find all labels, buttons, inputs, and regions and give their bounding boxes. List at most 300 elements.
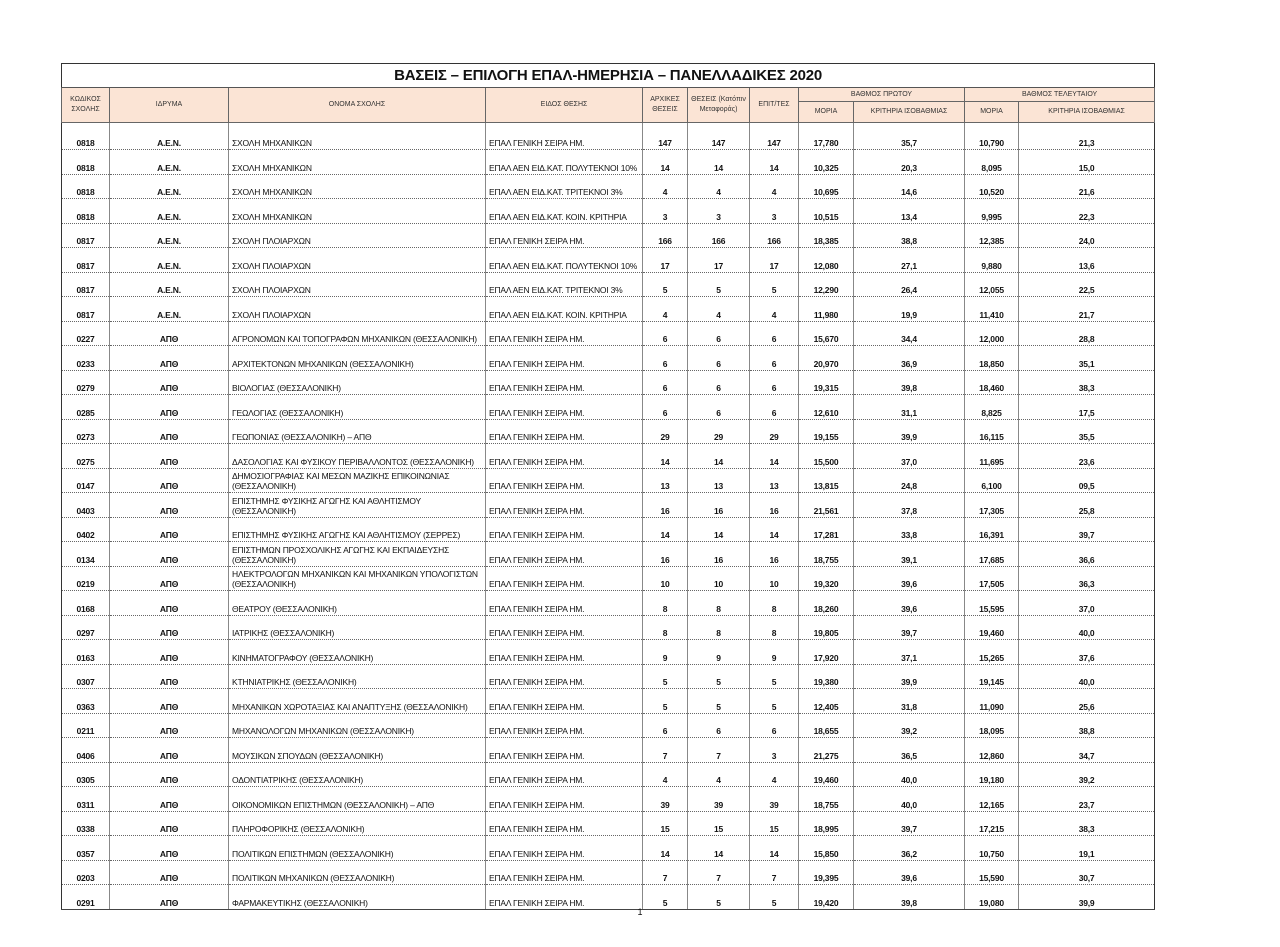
cell-initial-positions: 3	[643, 199, 688, 224]
cell-position-type: ΕΠΑΛ ΓΕΝΙΚΗ ΣΕΙΡΑ ΗΜ.	[486, 566, 643, 591]
cell-code: 0402	[62, 517, 110, 542]
cell-admitted: 14	[750, 150, 799, 175]
cell-code: 0818	[62, 123, 110, 150]
cell-admitted: 5	[750, 664, 799, 689]
cell-first-points: 13,815	[799, 468, 854, 493]
cell-school-name: ΓΕΩΠΟΝΙΑΣ (ΘΕΣΣΑΛΟΝΙΚΗ) – ΑΠΘ	[229, 419, 486, 444]
cell-last-tiebreak: 21,7	[1019, 297, 1155, 322]
cell-positions-after-transfer: 5	[688, 885, 750, 910]
cell-positions-after-transfer: 4	[688, 762, 750, 787]
header-last-points: ΜΟΡΙΑ	[965, 102, 1019, 123]
cell-admitted: 9	[750, 640, 799, 665]
cell-initial-positions: 16	[643, 493, 688, 518]
cell-code: 0297	[62, 615, 110, 640]
cell-last-points: 11,090	[965, 689, 1019, 714]
cell-initial-positions: 4	[643, 297, 688, 322]
cell-positions-after-transfer: 14	[688, 150, 750, 175]
cell-last-points: 17,505	[965, 566, 1019, 591]
cell-school-name: ΗΛΕΚΤΡΟΛΟΓΩΝ ΜΗΧΑΝΙΚΩΝ ΚΑΙ ΜΗΧΑΝΙΚΩΝ ΥΠΟΛΟΓΙΣΤΩΝ (ΘΕΣΣΑΛΟΝΙΚΗ)	[229, 566, 486, 591]
table-row	[62, 591, 1155, 616]
cell-positions-after-transfer: 14	[688, 444, 750, 469]
cell-school-name: ΚΙΝΗΜΑΤΟΓΡΑΦΟΥ (ΘΕΣΣΑΛΟΝΙΚΗ)	[229, 640, 486, 665]
cell-institution: ΑΠΘ	[110, 787, 229, 812]
cell-school-name: ΣΧΟΛΗ ΠΛΟΙΑΡΧΩΝ	[229, 223, 486, 248]
cell-first-points: 19,805	[799, 615, 854, 640]
cell-first-tiebreak: 39,8	[854, 370, 965, 395]
cell-institution: ΑΠΘ	[110, 493, 229, 518]
cell-code: 0338	[62, 811, 110, 836]
cell-positions-after-transfer: 5	[688, 272, 750, 297]
cell-position-type: ΕΠΑΛ ΑΕΝ ΕΙΔ.ΚΑΤ. ΤΡΙΤΕΚΝΟΙ 3%	[486, 272, 643, 297]
table-row	[62, 199, 1155, 224]
cell-first-tiebreak: 39,6	[854, 591, 965, 616]
document-page	[61, 63, 1154, 910]
cell-institution: ΑΠΘ	[110, 762, 229, 787]
cell-position-type: ΕΠΑΛ ΓΕΝΙΚΗ ΣΕΙΡΑ ΗΜ.	[486, 321, 643, 346]
cell-positions-after-transfer: 9	[688, 640, 750, 665]
cell-code: 0818	[62, 199, 110, 224]
cell-school-name: ΣΧΟΛΗ ΠΛΟΙΑΡΧΩΝ	[229, 272, 486, 297]
cell-school-name: ΜΗΧΑΝΟΛΟΓΩΝ ΜΗΧΑΝΙΚΩΝ (ΘΕΣΣΑΛΟΝΙΚΗ)	[229, 713, 486, 738]
cell-admitted: 17	[750, 248, 799, 273]
cell-last-tiebreak: 38,8	[1019, 713, 1155, 738]
cell-first-tiebreak: 39,8	[854, 885, 965, 910]
cell-school-name: ΔΗΜΟΣΙΟΓΡΑΦΙΑΣ ΚΑΙ ΜΕΣΩΝ ΜΑΖΙΚΗΣ ΕΠΙΚΟΙΝΩΝΙΑΣ (ΘΕΣΣΑΛΟΝΙΚΗ)	[229, 468, 486, 493]
cell-initial-positions: 166	[643, 223, 688, 248]
cell-positions-after-transfer: 4	[688, 297, 750, 322]
cell-first-points: 19,420	[799, 885, 854, 910]
cell-institution: ΑΠΘ	[110, 321, 229, 346]
table-row	[62, 444, 1155, 469]
cell-first-points: 19,155	[799, 419, 854, 444]
header-last-group: ΒΑΘΜΟΣ ΤΕΛΕΥΤΑΙΟΥ	[965, 88, 1155, 102]
cell-last-tiebreak: 38,3	[1019, 811, 1155, 836]
cell-positions-after-transfer: 147	[688, 123, 750, 150]
cell-last-points: 12,165	[965, 787, 1019, 812]
cell-position-type: ΕΠΑΛ ΓΕΝΙΚΗ ΣΕΙΡΑ ΗΜ.	[486, 493, 643, 518]
cell-code: 0134	[62, 542, 110, 567]
cell-first-tiebreak: 14,6	[854, 174, 965, 199]
cell-position-type: ΕΠΑΛ ΓΕΝΙΚΗ ΣΕΙΡΑ ΗΜ.	[486, 664, 643, 689]
cell-positions-after-transfer: 17	[688, 248, 750, 273]
cell-first-tiebreak: 36,5	[854, 738, 965, 763]
cell-institution: ΑΠΘ	[110, 566, 229, 591]
header-institution: ΙΔΡΥΜΑ	[110, 88, 229, 123]
cell-last-points: 19,080	[965, 885, 1019, 910]
header-positions-after-transfer: ΘΕΣΕΙΣ (Κατόπιν Μεταφοράς)	[688, 88, 750, 123]
cell-positions-after-transfer: 6	[688, 321, 750, 346]
cell-code: 0233	[62, 346, 110, 371]
cell-initial-positions: 6	[643, 395, 688, 420]
cell-school-name: ΑΓΡΟΝΟΜΩΝ ΚΑΙ ΤΟΠΟΓΡΑΦΩΝ ΜΗΧΑΝΙΚΩΝ (ΘΕΣΣΑΛΟΝΙΚΗ)	[229, 321, 486, 346]
cell-last-tiebreak: 13,6	[1019, 248, 1155, 273]
cell-last-points: 16,391	[965, 517, 1019, 542]
cell-position-type: ΕΠΑΛ ΓΕΝΙΚΗ ΣΕΙΡΑ ΗΜ.	[486, 689, 643, 714]
table-row	[62, 860, 1155, 885]
cell-school-name: ΠΟΛΙΤΙΚΩΝ ΕΠΙΣΤΗΜΩΝ (ΘΕΣΣΑΛΟΝΙΚΗ)	[229, 836, 486, 861]
cell-first-points: 15,850	[799, 836, 854, 861]
cell-code: 0211	[62, 713, 110, 738]
admissions-table	[61, 63, 1155, 910]
table-row	[62, 150, 1155, 175]
cell-code: 0403	[62, 493, 110, 518]
cell-admitted: 16	[750, 542, 799, 567]
cell-last-points: 19,145	[965, 664, 1019, 689]
table-row	[62, 248, 1155, 273]
cell-institution: Α.Ε.Ν.	[110, 223, 229, 248]
cell-initial-positions: 5	[643, 885, 688, 910]
cell-first-points: 20,970	[799, 346, 854, 371]
cell-first-points: 15,500	[799, 444, 854, 469]
cell-code: 0275	[62, 444, 110, 469]
cell-code: 0163	[62, 640, 110, 665]
cell-admitted: 5	[750, 885, 799, 910]
cell-last-points: 12,860	[965, 738, 1019, 763]
cell-last-points: 9,995	[965, 199, 1019, 224]
cell-school-name: ΟΙΚΟΝΟΜΙΚΩΝ ΕΠΙΣΤΗΜΩΝ (ΘΕΣΣΑΛΟΝΙΚΗ) – ΑΠΘ	[229, 787, 486, 812]
cell-initial-positions: 5	[643, 272, 688, 297]
header-admitted: ΕΠΙΤ/ΤΕΣ	[750, 88, 799, 123]
cell-last-points: 12,055	[965, 272, 1019, 297]
cell-initial-positions: 16	[643, 542, 688, 567]
cell-institution: ΑΠΘ	[110, 713, 229, 738]
cell-positions-after-transfer: 16	[688, 493, 750, 518]
cell-admitted: 4	[750, 174, 799, 199]
cell-positions-after-transfer: 6	[688, 346, 750, 371]
table-row	[62, 419, 1155, 444]
cell-last-points: 19,180	[965, 762, 1019, 787]
cell-code: 0203	[62, 860, 110, 885]
cell-last-points: 18,460	[965, 370, 1019, 395]
cell-initial-positions: 5	[643, 664, 688, 689]
cell-first-tiebreak: 36,2	[854, 836, 965, 861]
cell-first-tiebreak: 33,8	[854, 517, 965, 542]
cell-first-tiebreak: 35,7	[854, 123, 965, 150]
cell-code: 0363	[62, 689, 110, 714]
cell-position-type: ΕΠΑΛ ΑΕΝ ΕΙΔ.ΚΑΤ. ΤΡΙΤΕΚΝΟΙ 3%	[486, 174, 643, 199]
cell-code: 0147	[62, 468, 110, 493]
table-row	[62, 223, 1155, 248]
table-row	[62, 640, 1155, 665]
table-row	[62, 713, 1155, 738]
cell-last-points: 9,880	[965, 248, 1019, 273]
cell-positions-after-transfer: 29	[688, 419, 750, 444]
table-row	[62, 836, 1155, 861]
cell-positions-after-transfer: 166	[688, 223, 750, 248]
cell-last-points: 10,520	[965, 174, 1019, 199]
cell-school-name: ΦΑΡΜΑΚΕΥΤΙΚΗΣ (ΘΕΣΣΑΛΟΝΙΚΗ)	[229, 885, 486, 910]
cell-last-tiebreak: 40,0	[1019, 664, 1155, 689]
table-row	[62, 346, 1155, 371]
cell-last-points: 8,095	[965, 150, 1019, 175]
cell-last-tiebreak: 35,1	[1019, 346, 1155, 371]
cell-code: 0291	[62, 885, 110, 910]
cell-school-name: ΣΧΟΛΗ ΜΗΧΑΝΙΚΩΝ	[229, 150, 486, 175]
cell-school-name: ΜΗΧΑΝΙΚΩΝ ΧΩΡΟΤΑΞΙΑΣ ΚΑΙ ΑΝΑΠΤΥΞΗΣ (ΘΕΣΣΑΛΟΝΙΚΗ)	[229, 689, 486, 714]
cell-position-type: ΕΠΑΛ ΓΕΝΙΚΗ ΣΕΙΡΑ ΗΜ.	[486, 542, 643, 567]
cell-admitted: 6	[750, 321, 799, 346]
cell-admitted: 3	[750, 199, 799, 224]
cell-first-tiebreak: 31,1	[854, 395, 965, 420]
cell-code: 0311	[62, 787, 110, 812]
cell-position-type: ΕΠΑΛ ΓΕΝΙΚΗ ΣΕΙΡΑ ΗΜ.	[486, 444, 643, 469]
cell-institution: Α.Ε.Ν.	[110, 297, 229, 322]
header-first-points: ΜΟΡΙΑ	[799, 102, 854, 123]
cell-first-points: 12,610	[799, 395, 854, 420]
cell-institution: ΑΠΘ	[110, 738, 229, 763]
cell-admitted: 166	[750, 223, 799, 248]
cell-position-type: ΕΠΑΛ ΓΕΝΙΚΗ ΣΕΙΡΑ ΗΜ.	[486, 787, 643, 812]
cell-institution: Α.Ε.Ν.	[110, 150, 229, 175]
cell-school-name: ΜΟΥΣΙΚΩΝ ΣΠΟΥΔΩΝ (ΘΕΣΣΑΛΟΝΙΚΗ)	[229, 738, 486, 763]
cell-last-points: 18,095	[965, 713, 1019, 738]
cell-positions-after-transfer: 39	[688, 787, 750, 812]
cell-admitted: 6	[750, 346, 799, 371]
cell-admitted: 7	[750, 860, 799, 885]
cell-admitted: 8	[750, 591, 799, 616]
cell-admitted: 16	[750, 493, 799, 518]
cell-code: 0818	[62, 150, 110, 175]
table-row	[62, 762, 1155, 787]
cell-first-tiebreak: 26,4	[854, 272, 965, 297]
cell-position-type: ΕΠΑΛ ΑΕΝ ΕΙΔ.ΚΑΤ. ΚΟΙΝ. ΚΡΙΤΗΡΙΑ	[486, 199, 643, 224]
cell-last-tiebreak: 40,0	[1019, 615, 1155, 640]
cell-admitted: 29	[750, 419, 799, 444]
table-row	[62, 615, 1155, 640]
cell-last-tiebreak: 09,5	[1019, 468, 1155, 493]
page-number: 1	[637, 907, 643, 917]
cell-position-type: ΕΠΑΛ ΓΕΝΙΚΗ ΣΕΙΡΑ ΗΜ.	[486, 615, 643, 640]
cell-last-tiebreak: 37,6	[1019, 640, 1155, 665]
header-first-tiebreak: ΚΡΙΤΗΡΙΑ ΙΣΟΒΑΘΜΙΑΣ	[854, 102, 965, 123]
cell-first-points: 21,275	[799, 738, 854, 763]
header-initial-positions: ΑΡΧΙΚΕΣ ΘΕΣΕΙΣ	[643, 88, 688, 123]
cell-initial-positions: 9	[643, 640, 688, 665]
cell-first-points: 18,260	[799, 591, 854, 616]
cell-last-tiebreak: 36,6	[1019, 542, 1155, 567]
cell-positions-after-transfer: 7	[688, 860, 750, 885]
header-school-name: ΟΝΟΜΑ ΣΧΟΛΗΣ	[229, 88, 486, 123]
cell-positions-after-transfer: 14	[688, 836, 750, 861]
cell-positions-after-transfer: 8	[688, 615, 750, 640]
cell-positions-after-transfer: 7	[688, 738, 750, 763]
cell-initial-positions: 14	[643, 444, 688, 469]
cell-first-tiebreak: 39,7	[854, 615, 965, 640]
table-row	[62, 395, 1155, 420]
cell-initial-positions: 147	[643, 123, 688, 150]
cell-code: 0279	[62, 370, 110, 395]
document-title: ΒΑΣΕΙΣ – ΕΠΙΛΟΓΗ ΕΠΑΛ-ΗΜΕΡΗΣΙΑ – ΠΑΝΕΛΛΑΔΙΚΕΣ 2020	[62, 64, 1155, 88]
cell-admitted: 6	[750, 370, 799, 395]
cell-initial-positions: 15	[643, 811, 688, 836]
header-first-group: ΒΑΘΜΟΣ ΠΡΩΤΟΥ	[799, 88, 965, 102]
cell-admitted: 8	[750, 615, 799, 640]
cell-code: 0817	[62, 272, 110, 297]
cell-first-points: 15,670	[799, 321, 854, 346]
cell-last-tiebreak: 35,5	[1019, 419, 1155, 444]
cell-admitted: 14	[750, 517, 799, 542]
cell-last-tiebreak: 39,7	[1019, 517, 1155, 542]
cell-first-tiebreak: 39,9	[854, 419, 965, 444]
cell-first-points: 21,561	[799, 493, 854, 518]
cell-first-points: 18,385	[799, 223, 854, 248]
cell-school-name: ΔΑΣΟΛΟΓΙΑΣ ΚΑΙ ΦΥΣΙΚΟΥ ΠΕΡΙΒΑΛΛΟΝΤΟΣ (ΘΕΣΣΑΛΟΝΙΚΗ)	[229, 444, 486, 469]
cell-initial-positions: 4	[643, 174, 688, 199]
cell-position-type: ΕΠΑΛ ΓΕΝΙΚΗ ΣΕΙΡΑ ΗΜ.	[486, 370, 643, 395]
cell-first-points: 10,325	[799, 150, 854, 175]
cell-code: 0285	[62, 395, 110, 420]
cell-first-points: 10,515	[799, 199, 854, 224]
cell-first-points: 18,995	[799, 811, 854, 836]
cell-school-name: ΣΧΟΛΗ ΠΛΟΙΑΡΧΩΝ	[229, 248, 486, 273]
cell-position-type: ΕΠΑΛ ΓΕΝΙΚΗ ΣΕΙΡΑ ΗΜ.	[486, 123, 643, 150]
cell-last-tiebreak: 30,7	[1019, 860, 1155, 885]
cell-positions-after-transfer: 5	[688, 664, 750, 689]
cell-school-name: ΠΟΛΙΤΙΚΩΝ ΜΗΧΑΝΙΚΩΝ (ΘΕΣΣΑΛΟΝΙΚΗ)	[229, 860, 486, 885]
cell-admitted: 14	[750, 444, 799, 469]
cell-code: 0406	[62, 738, 110, 763]
cell-institution: ΑΠΘ	[110, 640, 229, 665]
table-row	[62, 321, 1155, 346]
table-row	[62, 123, 1155, 150]
cell-code: 0357	[62, 836, 110, 861]
cell-last-points: 6,100	[965, 468, 1019, 493]
header-position-type: ΕΙΔΟΣ ΘΕΣΗΣ	[486, 88, 643, 123]
cell-institution: ΑΠΘ	[110, 468, 229, 493]
cell-last-tiebreak: 22,5	[1019, 272, 1155, 297]
cell-positions-after-transfer: 15	[688, 811, 750, 836]
cell-last-points: 19,460	[965, 615, 1019, 640]
cell-position-type: ΕΠΑΛ ΓΕΝΙΚΗ ΣΕΙΡΑ ΗΜ.	[486, 713, 643, 738]
cell-institution: Α.Ε.Ν.	[110, 248, 229, 273]
cell-code: 0273	[62, 419, 110, 444]
table-body	[62, 123, 1155, 910]
cell-admitted: 14	[750, 836, 799, 861]
cell-code: 0219	[62, 566, 110, 591]
cell-school-name: ΕΠΙΣΤΗΜΩΝ ΠΡΟΣΧΟΛΙΚΗΣ ΑΓΩΓΗΣ ΚΑΙ ΕΚΠΑΙΔΕΥΣΗΣ (ΘΕΣΣΑΛΟΝΙΚΗ)	[229, 542, 486, 567]
cell-last-tiebreak: 39,9	[1019, 885, 1155, 910]
cell-institution: Α.Ε.Ν.	[110, 272, 229, 297]
cell-last-tiebreak: 22,3	[1019, 199, 1155, 224]
cell-first-tiebreak: 13,4	[854, 199, 965, 224]
cell-last-points: 8,825	[965, 395, 1019, 420]
cell-last-tiebreak: 36,3	[1019, 566, 1155, 591]
cell-initial-positions: 29	[643, 419, 688, 444]
cell-initial-positions: 17	[643, 248, 688, 273]
table-row	[62, 468, 1155, 493]
cell-initial-positions: 39	[643, 787, 688, 812]
cell-initial-positions: 6	[643, 321, 688, 346]
cell-positions-after-transfer: 5	[688, 689, 750, 714]
cell-position-type: ΕΠΑΛ ΓΕΝΙΚΗ ΣΕΙΡΑ ΗΜ.	[486, 468, 643, 493]
cell-first-tiebreak: 38,8	[854, 223, 965, 248]
cell-last-points: 18,850	[965, 346, 1019, 371]
cell-first-points: 19,315	[799, 370, 854, 395]
cell-last-points: 16,115	[965, 419, 1019, 444]
cell-last-points: 11,695	[965, 444, 1019, 469]
cell-first-tiebreak: 39,9	[854, 664, 965, 689]
cell-school-name: ΣΧΟΛΗ ΜΗΧΑΝΙΚΩΝ	[229, 199, 486, 224]
header-last-tiebreak: ΚΡΙΤΗΡΙΑ ΙΣΟΒΑΘΜΙΑΣ	[1019, 102, 1155, 123]
cell-first-tiebreak: 39,6	[854, 566, 965, 591]
cell-code: 0817	[62, 297, 110, 322]
cell-institution: Α.Ε.Ν.	[110, 123, 229, 150]
cell-school-name: ΙΑΤΡΙΚΗΣ (ΘΕΣΣΑΛΟΝΙΚΗ)	[229, 615, 486, 640]
cell-last-tiebreak: 28,8	[1019, 321, 1155, 346]
cell-institution: ΑΠΘ	[110, 542, 229, 567]
cell-initial-positions: 8	[643, 615, 688, 640]
cell-first-tiebreak: 36,9	[854, 346, 965, 371]
cell-admitted: 5	[750, 272, 799, 297]
table-row	[62, 174, 1155, 199]
cell-first-points: 12,080	[799, 248, 854, 273]
cell-last-points: 10,750	[965, 836, 1019, 861]
cell-code: 0818	[62, 174, 110, 199]
cell-last-points: 17,305	[965, 493, 1019, 518]
cell-last-tiebreak: 25,8	[1019, 493, 1155, 518]
cell-institution: ΑΠΘ	[110, 517, 229, 542]
cell-admitted: 13	[750, 468, 799, 493]
cell-position-type: ΕΠΑΛ ΓΕΝΙΚΗ ΣΕΙΡΑ ΗΜ.	[486, 591, 643, 616]
cell-institution: ΑΠΘ	[110, 419, 229, 444]
cell-school-name: ΓΕΩΛΟΓΙΑΣ (ΘΕΣΣΑΛΟΝΙΚΗ)	[229, 395, 486, 420]
cell-initial-positions: 6	[643, 713, 688, 738]
cell-last-points: 17,215	[965, 811, 1019, 836]
cell-last-tiebreak: 15,0	[1019, 150, 1155, 175]
cell-initial-positions: 6	[643, 370, 688, 395]
table-row	[62, 517, 1155, 542]
cell-first-points: 18,655	[799, 713, 854, 738]
cell-first-tiebreak: 20,3	[854, 150, 965, 175]
cell-positions-after-transfer: 6	[688, 395, 750, 420]
cell-first-points: 17,780	[799, 123, 854, 150]
cell-last-tiebreak: 38,3	[1019, 370, 1155, 395]
cell-last-tiebreak: 34,7	[1019, 738, 1155, 763]
cell-first-points: 19,320	[799, 566, 854, 591]
cell-first-points: 19,460	[799, 762, 854, 787]
cell-code: 0817	[62, 248, 110, 273]
cell-position-type: ΕΠΑΛ ΓΕΝΙΚΗ ΣΕΙΡΑ ΗΜ.	[486, 395, 643, 420]
cell-last-tiebreak: 23,7	[1019, 787, 1155, 812]
cell-first-tiebreak: 40,0	[854, 762, 965, 787]
cell-first-points: 12,290	[799, 272, 854, 297]
cell-position-type: ΕΠΑΛ ΓΕΝΙΚΗ ΣΕΙΡΑ ΗΜ.	[486, 419, 643, 444]
cell-first-tiebreak: 40,0	[854, 787, 965, 812]
cell-last-points: 12,000	[965, 321, 1019, 346]
cell-institution: Α.Ε.Ν.	[110, 174, 229, 199]
cell-code: 0227	[62, 321, 110, 346]
cell-last-points: 10,790	[965, 123, 1019, 150]
cell-position-type: ΕΠΑΛ ΓΕΝΙΚΗ ΣΕΙΡΑ ΗΜ.	[486, 885, 643, 910]
cell-institution: ΑΠΘ	[110, 811, 229, 836]
cell-initial-positions: 5	[643, 689, 688, 714]
cell-first-tiebreak: 27,1	[854, 248, 965, 273]
table-row	[62, 566, 1155, 591]
cell-first-tiebreak: 34,4	[854, 321, 965, 346]
cell-school-name: ΒΙΟΛΟΓΙΑΣ (ΘΕΣΣΑΛΟΝΙΚΗ)	[229, 370, 486, 395]
cell-school-name: ΟΔΟΝΤΙΑΤΡΙΚΗΣ (ΘΕΣΣΑΛΟΝΙΚΗ)	[229, 762, 486, 787]
cell-first-points: 10,695	[799, 174, 854, 199]
cell-initial-positions: 6	[643, 346, 688, 371]
cell-positions-after-transfer: 13	[688, 468, 750, 493]
cell-first-points: 18,755	[799, 542, 854, 567]
cell-position-type: ΕΠΑΛ ΓΕΝΙΚΗ ΣΕΙΡΑ ΗΜ.	[486, 836, 643, 861]
cell-school-name: ΘΕΑΤΡΟΥ (ΘΕΣΣΑΛΟΝΙΚΗ)	[229, 591, 486, 616]
cell-last-points: 15,590	[965, 860, 1019, 885]
cell-code: 0307	[62, 664, 110, 689]
cell-first-tiebreak: 24,8	[854, 468, 965, 493]
cell-admitted: 6	[750, 713, 799, 738]
